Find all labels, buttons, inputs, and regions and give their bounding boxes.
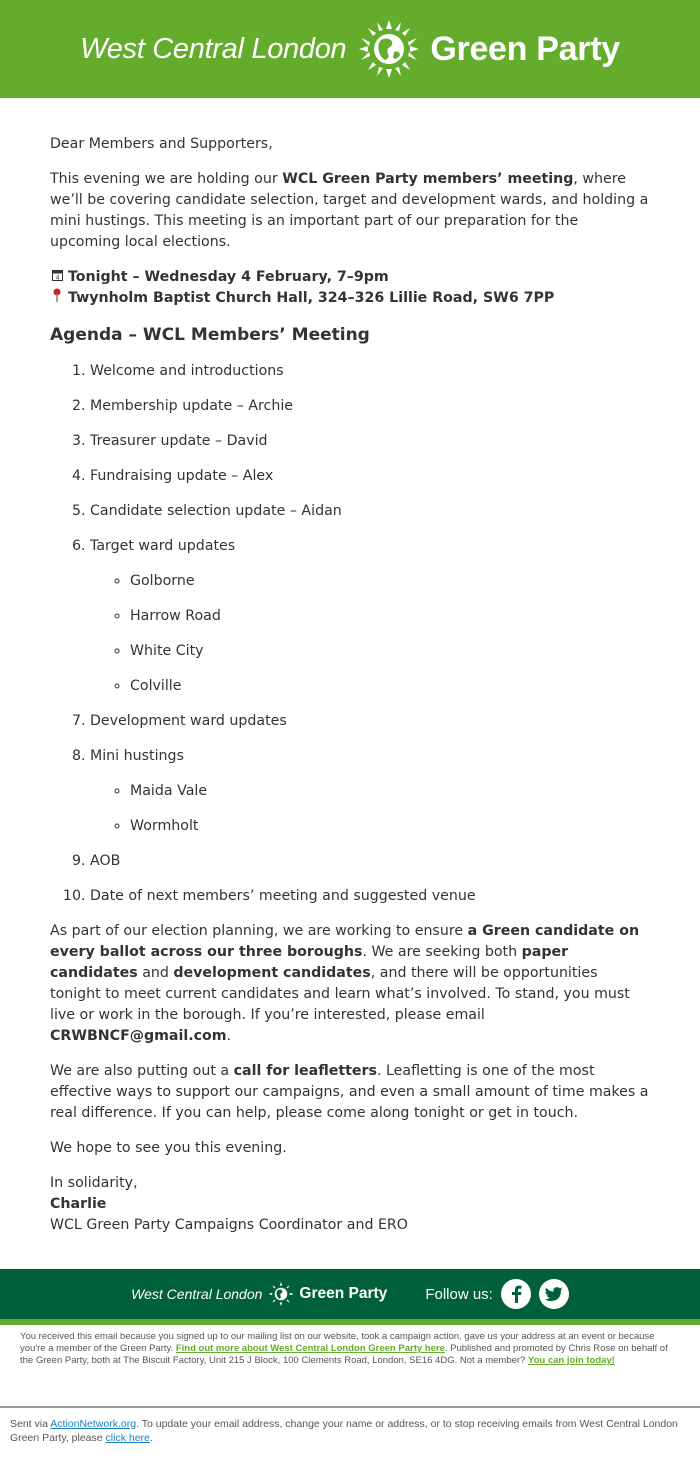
leaflets-paragraph <box>50 1061 650 1124</box>
signoff-role: WCL Green Party Campaigns Coordinator and ERO <box>50 1217 408 1233</box>
signoff <box>50 1173 650 1236</box>
ward-item: ◦ Golborne <box>130 571 650 592</box>
sentvia-text-2: . To update your email address, change your name or address, or to stop receiving emails from West Central London Green Party, please <box>10 1418 678 1444</box>
agenda-item: 9. AOB <box>90 851 650 872</box>
agenda-item: 3. Treasurer update – David <box>90 431 650 452</box>
about-party-link[interactable]: Find out more about West Central London Green Party here <box>175 1343 445 1354</box>
svg-text:4: 4 <box>55 274 59 281</box>
hustings-item: ◦ Maida Vale <box>130 781 650 802</box>
smallprint-text-2: . Published and promoted by Chris Rose on behalf of the Green Party, both at The Biscuit Factory, Unit 215 J Block, 100 Clements Road, London, SE16 4DG. Not a member? <box>20 1343 668 1366</box>
intro-text-2: , where we’ll be covering candidate selection, target and development wards, and holding a mini hustings. This meeting is an important part of our preparation for the upcoming local elections. <box>50 171 649 250</box>
footer-band <box>0 1269 700 1319</box>
footer-logo-text-right: Green Party <box>299 1285 388 1302</box>
follow-us-label: Follow us: <box>425 1285 493 1303</box>
event-date: Tonight – Wednesday 4 February, 7–9pm <box>68 269 389 285</box>
signoff-line: In solidarity, <box>50 1175 138 1191</box>
candidates-text-5: . <box>226 1028 232 1044</box>
pin-icon <box>50 288 64 309</box>
agenda-item-label: Target ward updates <box>90 538 236 554</box>
agenda-item: 2. Membership update – Archie <box>90 396 650 417</box>
party-logo[interactable] <box>80 18 620 80</box>
candidates-text-1: As part of our election planning, we are working to ensure <box>50 923 468 939</box>
agenda-item-label: Mini hustings <box>90 748 184 764</box>
ward-item: ◦ White City <box>130 641 650 662</box>
leaflets-text-2: . Leafletting is one of the most effective ways to support our campaigns, and even a small amount of time makes a real difference. If you can help, please come along tonight or get in touch. <box>50 1063 649 1121</box>
footer-logo-text-left: West Central London <box>131 1286 263 1302</box>
contact-email[interactable]: CRWBNCF@gmail.com <box>50 1028 227 1044</box>
hope-paragraph: We hope to see you this evening. <box>50 1140 287 1156</box>
footer-smallprint <box>20 1331 680 1367</box>
candidates-bold-3: development candidates <box>173 965 371 981</box>
ward-item: ◦ Harrow Road <box>130 606 650 627</box>
agenda-item: 7. Development ward updates <box>90 711 650 732</box>
intro-bold: WCL Green Party members’ meeting <box>282 171 574 187</box>
footer-stripe <box>0 1319 700 1325</box>
agenda-item: 5. Candidate selection update – Aidan <box>90 501 650 522</box>
intro-paragraph <box>50 169 650 253</box>
agenda-item <box>90 536 650 697</box>
sent-via-notice <box>10 1417 690 1445</box>
sun-globe-icon <box>266 1281 296 1307</box>
email-header <box>0 0 700 98</box>
sentvia-text-3: . <box>149 1432 153 1444</box>
logo-text-left: West Central London <box>80 32 347 65</box>
candidates-bold-2: paper candidates <box>50 944 569 981</box>
sun-globe-icon <box>354 18 424 80</box>
footer-logo[interactable] <box>131 1281 387 1307</box>
candidates-text-2: . We are seeking both <box>362 944 522 960</box>
agenda-item: 4. Fundraising update – Alex <box>90 466 650 487</box>
event-venue-row <box>50 288 650 309</box>
agenda-item: 1. Welcome and introductions <box>90 361 650 382</box>
agenda-item: 10. Date of next members’ meeting and suggested venue <box>90 886 650 907</box>
calendar-icon <box>50 267 64 288</box>
agenda-title: Agenda – WCL Members’ Meeting <box>50 325 370 345</box>
candidates-text-3: and <box>137 965 174 981</box>
actionnetwork-link[interactable]: ActionNetwork.org <box>50 1418 137 1430</box>
event-details <box>50 267 650 309</box>
leaflets-bold: call for leafletters <box>233 1063 377 1079</box>
intro-text-1: This evening we are holding our <box>50 171 283 187</box>
footer-divider <box>0 1406 700 1408</box>
twitter-icon[interactable] <box>539 1279 569 1309</box>
agenda-item <box>90 746 650 837</box>
hustings-list <box>90 781 650 837</box>
signoff-name: Charlie <box>50 1196 107 1212</box>
email-body <box>0 98 700 1236</box>
event-date-row <box>50 267 650 288</box>
candidates-paragraph <box>50 921 650 1047</box>
candidates-bold-1: a Green candidate on every ballot across our three boroughs <box>50 923 640 960</box>
event-venue: Twynholm Baptist Church Hall, 324–326 Lillie Road, SW6 7PP <box>68 290 555 306</box>
join-link[interactable]: You can join today! <box>527 1355 615 1366</box>
leaflets-text-1: We are also putting out a <box>50 1063 234 1079</box>
smallprint-text-1: You received this email because you signed up to our mailing list on our website, took a campaign action, gave us your address at an event or because you're a member of the Green Party. <box>20 1331 655 1354</box>
target-wards-list <box>90 571 650 697</box>
ward-item: ◦ Colville <box>130 676 650 697</box>
agenda-list <box>50 361 650 907</box>
facebook-icon[interactable] <box>501 1279 531 1309</box>
sentvia-text-1: Sent via <box>10 1418 51 1430</box>
greeting: Dear Members and Supporters, <box>50 136 273 152</box>
logo-text-right: Green Party <box>430 29 620 68</box>
click-here-link[interactable]: click here <box>105 1432 150 1444</box>
candidates-text-4: , and there will be opportunities tonight to meet current candidates and learn what’s involved. To stand, you must live or work in the borough. If you’re interested, please email <box>50 965 630 1023</box>
hustings-item: ◦ Wormholt <box>130 816 650 837</box>
